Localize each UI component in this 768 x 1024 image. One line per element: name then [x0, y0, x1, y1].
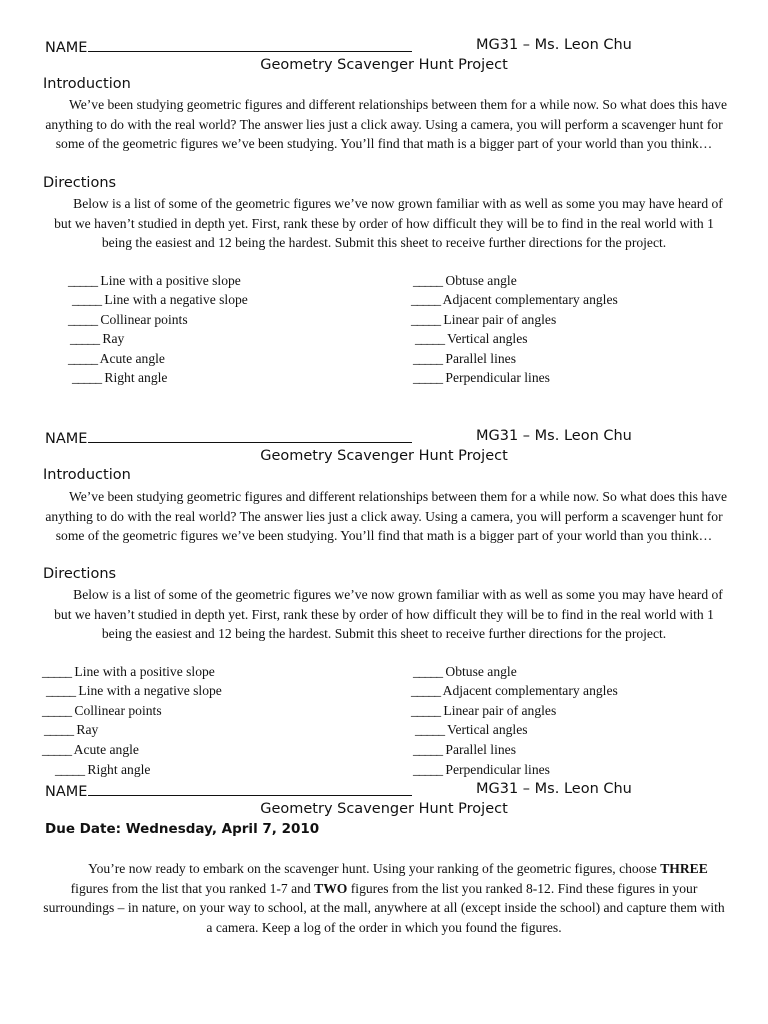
figure-item[interactable]: _____ Perpendicular lines — [413, 762, 550, 777]
figure-item[interactable]: _____ Acute angle — [68, 351, 165, 366]
directions-paragraph — [40, 194, 728, 253]
figure-item[interactable]: _____ Collinear points — [68, 312, 188, 327]
introduction-heading: Introduction — [43, 76, 131, 92]
page-title: Geometry Scavenger Hunt Project — [260, 801, 508, 817]
header-row — [45, 37, 685, 57]
figure-item[interactable]: _____ Obtuse angle — [413, 664, 517, 679]
introduction-text: We’ve been studying geometric figures and different relationships between them for a while now. So what does this have anything to do with the real world? The answer lies just a click away. Using a camera, you will perform a scavenger hunt for some of the geometric figures we’ve been studying. You’ll find that math is a bigger part of your world than you think… — [45, 489, 727, 544]
figure-item[interactable]: _____ Collinear points — [42, 703, 162, 718]
directions-heading: Directions — [43, 566, 117, 582]
figure-item[interactable]: _____ Right angle — [55, 762, 151, 777]
figure-item[interactable]: _____ Vertical angles — [415, 722, 528, 737]
class-label: MG31 – Ms. Leon Chu — [476, 428, 632, 444]
due-date: Due Date: Wednesday, April 7, 2010 — [45, 821, 320, 837]
figure-item[interactable]: _____ Vertical angles — [415, 331, 528, 346]
figure-item[interactable]: _____ Parallel lines — [413, 351, 516, 366]
introduction-text: We’ve been studying geometric figures and different relationships between them for a while now. So what does this have anything to do with the real world? The answer lies just a click away. Using a camera, you will perform a scavenger hunt for some of the geometric figures we’ve been studying. You’ll find that math is a bigger part of your world than you think… — [45, 97, 727, 152]
introduction-heading: Introduction — [43, 467, 131, 483]
directions-paragraph — [40, 585, 728, 644]
name-label: NAME — [45, 431, 88, 447]
introduction-paragraph — [40, 95, 728, 154]
name-line[interactable] — [88, 781, 412, 796]
figure-item[interactable]: _____ Right angle — [72, 370, 168, 385]
name-field[interactable] — [45, 781, 412, 800]
figure-item[interactable]: _____ Ray — [44, 722, 99, 737]
introduction-paragraph — [40, 487, 728, 546]
figure-item[interactable]: _____ Adjacent complementary angles — [411, 292, 618, 307]
figure-item[interactable]: _____ Adjacent complementary angles — [411, 683, 618, 698]
figure-item[interactable]: _____ Line with a negative slope — [72, 292, 248, 307]
directions-heading: Directions — [43, 175, 117, 191]
figure-item[interactable]: _____ Linear pair of angles — [411, 703, 557, 718]
name-field[interactable] — [45, 428, 412, 447]
name-line[interactable] — [88, 37, 412, 52]
scavenger-hunt-instructions: You’re now ready to embark on the scavenger hunt. Using your ranking of the geometric figures, choose THREE figures from the list that you ranked 1-7 and TWO figures from the list you ranked 8-12. Find these figures in your surroundings – in nature, on your way to school, at the mall, anywhere at all (except inside the school) and capture them with a camera. Keep a log of the order in which you found the figures. — [43, 861, 725, 935]
directions-text: Below is a list of some of the geometric figures we’ve now grown familiar with as well as some you may have heard of but we haven’t studied in depth yet. First, rank these by order of how difficult they will be to find in the real world with 1 being the easiest and 12 being the hardest. Submit this sheet to receive further directions for the project. — [54, 196, 723, 251]
name-line[interactable] — [88, 428, 412, 443]
page-title: Geometry Scavenger Hunt Project — [260, 57, 508, 73]
figure-item[interactable]: _____ Acute angle — [42, 742, 139, 757]
figure-item[interactable]: _____ Perpendicular lines — [413, 370, 550, 385]
name-label: NAME — [45, 40, 88, 56]
figure-item[interactable]: _____ Parallel lines — [413, 742, 516, 757]
figure-item[interactable]: _____ Line with a positive slope — [42, 664, 215, 679]
page-title: Geometry Scavenger Hunt Project — [260, 448, 508, 464]
figure-item[interactable]: _____ Line with a positive slope — [68, 273, 241, 288]
figure-item[interactable]: _____ Line with a negative slope — [46, 683, 222, 698]
class-label: MG31 – Ms. Leon Chu — [476, 781, 632, 797]
figure-item[interactable]: _____ Linear pair of angles — [411, 312, 557, 327]
header-row — [45, 428, 685, 448]
header-row — [45, 781, 685, 801]
name-label: NAME — [45, 784, 88, 800]
figure-item[interactable]: _____ Ray — [70, 331, 125, 346]
directions-text: Below is a list of some of the geometric figures we’ve now grown familiar with as well as some you may have heard of but we haven’t studied in depth yet. First, rank these by order of how difficult they will be to find in the real world with 1 being the easiest and 12 being the hardest. Submit this sheet to receive further directions for the project. — [54, 587, 723, 642]
class-label: MG31 – Ms. Leon Chu — [476, 37, 632, 53]
name-field[interactable] — [45, 37, 412, 56]
figure-item[interactable]: _____ Obtuse angle — [413, 273, 517, 288]
